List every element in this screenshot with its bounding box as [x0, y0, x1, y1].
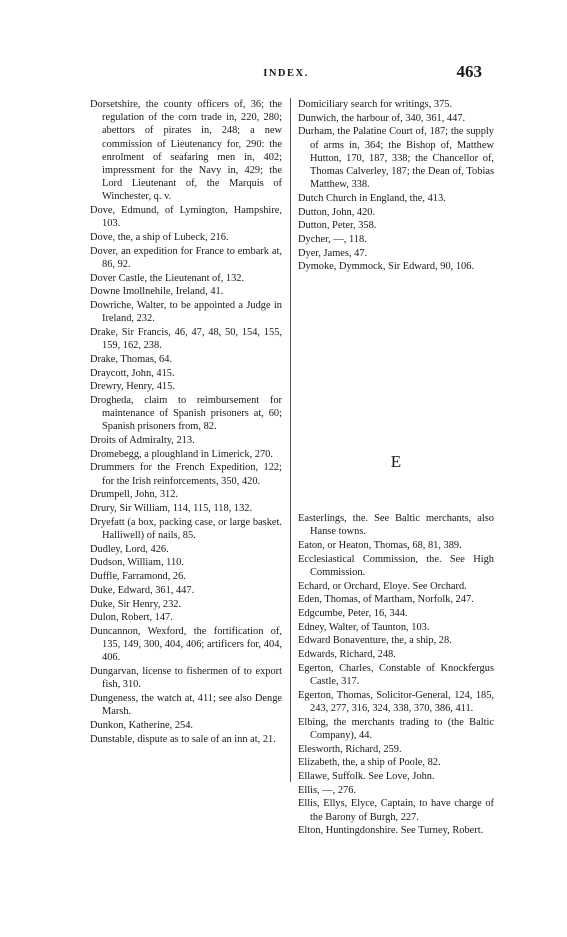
index-entry: Drumpell, John, 312. — [90, 489, 179, 501]
index-entry: Downe Imollnehile, Ireland, 41. — [90, 286, 224, 298]
index-entry: Dover Castle, the Lieutenant of, 132. — [90, 272, 245, 284]
index-entry: Dycher, —, 118. — [298, 234, 367, 246]
index-entry: Edney, Walter, of Taunton, 103. — [298, 621, 430, 633]
index-entry: Dorsetshire, the county officers of, 36; the regulation of the corn trade in, 220, 280; abettors of pirates in, 248; a new commission of Lieutenancy for, 290: the enrolment of seafaring men in, 402; impressment for the Navy in, 429; the Lord Lieutenant of, the Marquis of Winchester, q. v. — [90, 99, 282, 203]
index-entry: Egerton, Thomas, Solicitor-General, 124, 185, 243, 277, 316, 324, 338, 370, 386, 411. — [298, 689, 494, 714]
index-entry: Dryefatt (a box, packing case, or large basket. Halliwell) of nails, 85. — [90, 516, 282, 541]
index-entry: Ecclesiastical Commission, the. See High Commission. — [298, 553, 494, 578]
index-entry: Elizabeth, the, a ship of Poole, 82. — [298, 757, 441, 769]
index-entry: Ellis, Ellys, Elyce, Captain, to have charge of the Barony of Burgh, 227. — [298, 798, 494, 823]
index-entry: Dudley, Lord, 426. — [90, 543, 169, 555]
index-entry: Drake, Thomas, 64. — [90, 353, 173, 365]
page-header — [90, 62, 482, 84]
index-entry: Dymoke, Dymmock, Sir Edward, 90, 106. — [298, 261, 475, 273]
index-entry: Dyer, James, 47. — [298, 247, 368, 259]
index-entry: Eaton, or Heaton, Thomas, 68, 81, 389. — [298, 540, 462, 552]
index-entry: Dromebegg, a ploughland in Limerick, 270. — [90, 448, 273, 460]
index-entry: Duke, Edward, 361, 447. — [90, 584, 195, 596]
index-entry: Eden, Thomas, of Martham, Norfolk, 247. — [298, 594, 474, 606]
index-entry: Edgcumbe, Peter, 16, 344. — [298, 608, 408, 620]
page-number: 463 — [456, 62, 482, 81]
index-entry: Dover, an expedition for France to embark at, 86, 92. — [90, 245, 282, 270]
index-entry: Ellis, —, 276. — [298, 784, 357, 796]
index-entry: Dutton, Peter, 358. — [298, 220, 377, 232]
index-entry: Dudson, William, 110. — [90, 557, 184, 569]
index-entry: Drury, Sir William, 114, 115, 118, 132. — [90, 503, 253, 515]
index-entry: Echard, or Orchard, Eloye. See Orchard. — [298, 580, 467, 592]
index-entry: Dowriche, Walter, to be appointed a Judge in Ireland, 232. — [90, 300, 282, 325]
index-entry: Duke, Sir Henry, 232. — [90, 598, 182, 610]
index-entry: Easterlings, the. See Baltic merchants, also Hanse towns. — [298, 513, 494, 538]
index-entry: Drake, Sir Francis, 46, 47, 48, 50, 154, 155, 159, 162, 238. — [90, 326, 282, 352]
column-divider — [290, 98, 291, 782]
index-entry: Edwards, Richard, 248. — [298, 649, 396, 661]
index-entry: Elesworth, Richard, 259. — [298, 743, 402, 755]
index-entry: Elbing, the merchants trading to (the Baltic Company), 44. — [298, 716, 494, 741]
index-entry: Duncannon, Wexford, the fortification of, 135, 149, 300, 404, 406; artificers for, 404, 406. — [90, 625, 282, 664]
running-title: INDEX. — [263, 68, 309, 79]
index-entry: Egerton, Charles, Constable of Knockfergus Castle, 317. — [298, 662, 494, 688]
index-entry: Dutton, John, 420. — [298, 206, 376, 218]
index-entry: Dunkon, Katherine, 254. — [90, 719, 194, 731]
index-entry: Elton, Huntingdonshire. See Turney, Robert. — [298, 825, 484, 837]
index-entry: Dungeness, the watch at, 411; see also Denge Marsh. — [90, 692, 282, 718]
index-entry: Domiciliary search for writings, 375. — [298, 99, 453, 110]
index-entry: Edward Bonaventure, the, a ship, 28. — [298, 635, 452, 647]
index-entry: Dungarvan, license to fishermen of to export fish, 310. — [90, 666, 282, 691]
index-column-right — [298, 98, 494, 838]
index-entry: Dulon, Robert, 147. — [90, 612, 173, 624]
index-entry: Draycott, John, 415. — [90, 367, 175, 379]
index-entry: Dove, the, a ship of Lubeck, 216. — [90, 232, 229, 244]
index-entry: Dutch Church in England, the, 413. — [298, 192, 446, 204]
index-column-left — [90, 98, 282, 746]
index-entry: Ellawe, Suffolk. See Love, John. — [298, 771, 435, 782]
section-letter-heading: E — [390, 452, 402, 472]
index-entry: Duffle, Farramond, 26. — [90, 571, 186, 583]
index-entry: Droits of Admiralty, 213. — [90, 435, 195, 447]
index-entry: Drummers for the French Expedition, 122; for the Irish reinforcements, 350, 420. — [90, 462, 282, 487]
column-whitespace — [298, 274, 494, 424]
index-entry: Drogheda, claim to reimbursement for maintenance of Spanish prisoners at, 60; Spanish prisoners from, 82. — [90, 394, 282, 433]
index-entry: Durham, the Palatine Court of, 187; the supply of arms in, 364; the Bishop of, Matthew Hutton, 170, 187, 338; the Chancellor of, Thomas Calverley, 187; the Dean of, Tobias Matthew, 338. — [298, 126, 494, 191]
index-entry: Drewry, Henry, 415. — [90, 381, 175, 393]
index-entry: Dunstable, dispute as to sale of an inn at, 21. — [90, 733, 276, 745]
index-entry: Dove, Edmund, of Lymington, Hampshire, 103. — [90, 205, 282, 230]
index-entry: Dunwich, the harbour of, 340, 361, 447. — [298, 112, 466, 124]
